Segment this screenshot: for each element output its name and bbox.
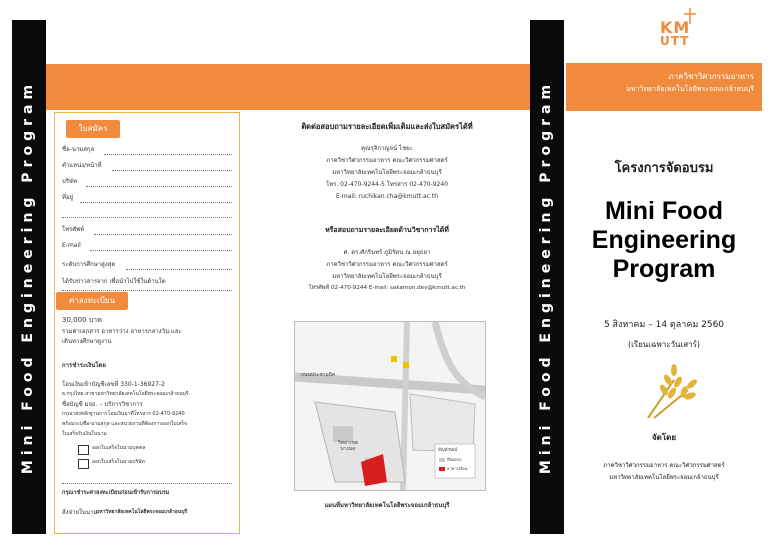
- contact1-line3: มหาวิทยาลัยเทคโนโลยีพระจอมเกล้าธนบุรี: [332, 169, 442, 176]
- form-input-name[interactable]: [104, 153, 232, 155]
- contact1-email: E-mail: ruchikan.cha@kmutt.ac.th: [335, 193, 439, 200]
- left-spine-title: Mini Food Engineering Program: [20, 79, 36, 475]
- receipt-company-label: ออกใบเสร็จในนามบริษัท: [92, 459, 145, 465]
- form-input-company[interactable]: [86, 185, 232, 187]
- map-site-label: วิทยาเขต บางมด: [337, 440, 359, 452]
- fee-amount: 30,000 บาท: [62, 316, 102, 324]
- map-legend-2: อาคารเรียน: [447, 466, 468, 471]
- program-title-1: Mini Food: [604, 197, 724, 225]
- campus-map: [294, 321, 486, 491]
- contact1-phone: โทร. 02-470-9244-5 โทรสาร 02-470-9240: [325, 181, 449, 188]
- receipt-person-label: ออกใบเสร็จในนามบุคคล: [92, 445, 146, 451]
- application-label: ใบสมัคร: [66, 120, 120, 138]
- fee-label: ค่าลงทะเบียน: [56, 292, 128, 310]
- academic-heading: หรือสอบถามรายละเอียดด้านวิชาการได้ที่: [325, 226, 449, 234]
- map-legend-1: ที่จอดรถ: [447, 457, 462, 462]
- right-header-line2: มหาวิทยาลัยเทคโนโลยีพระจอมเกล้าธนบุรี: [626, 85, 754, 93]
- receipt-company-checkbox[interactable]: [78, 459, 89, 469]
- right-header-line1: ภาควิชาวิศวกรรมอาหาร: [668, 72, 754, 81]
- fee-desc-2: เดินทางศึกษาดูงาน: [62, 338, 112, 345]
- contact2-name: ศ. ดร.ศักรินทร์ ภูมิรัตน ณ อยุธยา: [343, 249, 431, 256]
- map-legend-title: สัญลักษณ์: [438, 448, 458, 453]
- receipt-person-checkbox[interactable]: [78, 445, 89, 455]
- form-input-address[interactable]: [80, 201, 232, 203]
- form-input-address-2[interactable]: [62, 216, 232, 218]
- form-field-company: บริษัท: [62, 178, 77, 185]
- program-date: 5 สิงหาคม – 14 ตุลาคม 2560: [603, 320, 725, 330]
- contact2-line3: มหาวิทยาลัยเทคโนโลยีพระจอมเกล้าธนบุรี: [332, 273, 442, 280]
- organizer-line2: มหาวิทยาลัยเทคโนโลยีพระจอมเกล้าธนบุรี: [609, 474, 719, 481]
- payment-note-2: พร้อมระบุชื่อ-นามสกุล และหน่วยงานที่ต้องการออกใบเสร็จ: [62, 421, 187, 427]
- top-band-left: [46, 64, 530, 110]
- form-field-source: ได้รับข่าวสารจาก เพื่อนำไปใช้ในด้านใด: [62, 278, 166, 285]
- form-field-education: ระดับการศึกษาสูงสุด: [62, 261, 116, 268]
- fee-desc-1: รวมค่าเอกสาร อาหารว่าง อาหารกลางวัน และ: [62, 328, 182, 335]
- payment-name: ชื่อบัญชี มจธ. – บริการวิชาการ: [62, 401, 143, 408]
- right-spine-title: Mini Food Engineering Program: [538, 79, 554, 475]
- program-schedule: (เรียนเฉพาะวันเสาร์): [627, 340, 701, 349]
- kmutt-logo-line2: UTT: [660, 34, 690, 48]
- contact-heading: ติดต่อสอบถามรายละเอียดเพิ่มเติมและส่งใบสมัครได้ที่: [301, 122, 473, 131]
- contact2-phone: โทรศัพท์ 02-470-9244 E-mail: sakamon.dev@kmutt.ac.th: [308, 285, 466, 291]
- form-input-email[interactable]: [90, 249, 232, 251]
- payment-note-1: กรุณาส่งหลักฐานการโอนเงินมาที่โทรสาร 02-470-9240: [62, 411, 185, 417]
- payee-label: สั่งจ่ายในนาม: [62, 509, 98, 516]
- payment-deadline: กรุณาชำระค่าลงทะเบียนก่อนเข้ารับการอบรม: [62, 490, 170, 496]
- program-title-2: Engineering: [591, 226, 737, 254]
- payee-name: มหาวิทยาลัยเทคโนโลยีพระจอมเกล้าธนบุรี: [96, 509, 188, 515]
- payment-note-3: ใบเสร็จรับเงินในนาม: [62, 431, 107, 437]
- project-label: โครงการจัดอบรม: [614, 161, 714, 176]
- form-field-name: ชื่อ-นามสกุล: [62, 146, 95, 153]
- map-road-label: ถนนประชาอุทิศ: [301, 372, 336, 378]
- receipt-line[interactable]: [62, 482, 232, 484]
- form-input-education[interactable]: [126, 268, 232, 270]
- kmutt-logo-line1: KM: [660, 18, 691, 37]
- contact1-name: คุณรุจิกาญจน์ ไชยะ: [361, 145, 413, 152]
- wheat-icon: [640, 360, 700, 422]
- payment-account: โอนเงินเข้าบัญชีเลขที่ 330-1-36927-2: [62, 381, 165, 388]
- contact1-line2: ภาควิชาวิศวกรรมอาหาร คณะวิศวกรรมศาสตร์: [326, 157, 448, 164]
- map-caption: แผนที่มหาวิทยาลัยเทคโนโลยีพระจอมเกล้าธนบุรี: [324, 502, 450, 509]
- payment-bank: ธ.กรุงไทย สาขามหาวิทยาลัยเทคโนโลยีพระจอมเกล้าธนบุรี: [62, 391, 189, 397]
- form-field-position: ตำแหน่ง/หน้าที่: [62, 162, 102, 169]
- program-title-3: Program: [612, 255, 716, 283]
- kmutt-logo: [654, 6, 704, 60]
- form-field-phone: โทรศัพท์: [62, 226, 85, 233]
- form-field-address: ที่อยู่: [62, 194, 74, 201]
- form-field-email: E-mail: [62, 242, 81, 249]
- contact2-line2: ภาควิชาวิศวกรรมอาหาร คณะวิศวกรรมศาสตร์: [326, 261, 448, 268]
- payment-heading: การชำระเงินโดย: [62, 362, 106, 369]
- form-input-source[interactable]: [62, 289, 232, 291]
- form-input-position[interactable]: [112, 169, 232, 171]
- organized-by-label: จัดโดย: [651, 433, 677, 442]
- form-input-phone[interactable]: [94, 233, 232, 235]
- organizer-line1: ภาควิชาวิศวกรรมอาหาร คณะวิศวกรรมศาสตร์: [603, 462, 725, 469]
